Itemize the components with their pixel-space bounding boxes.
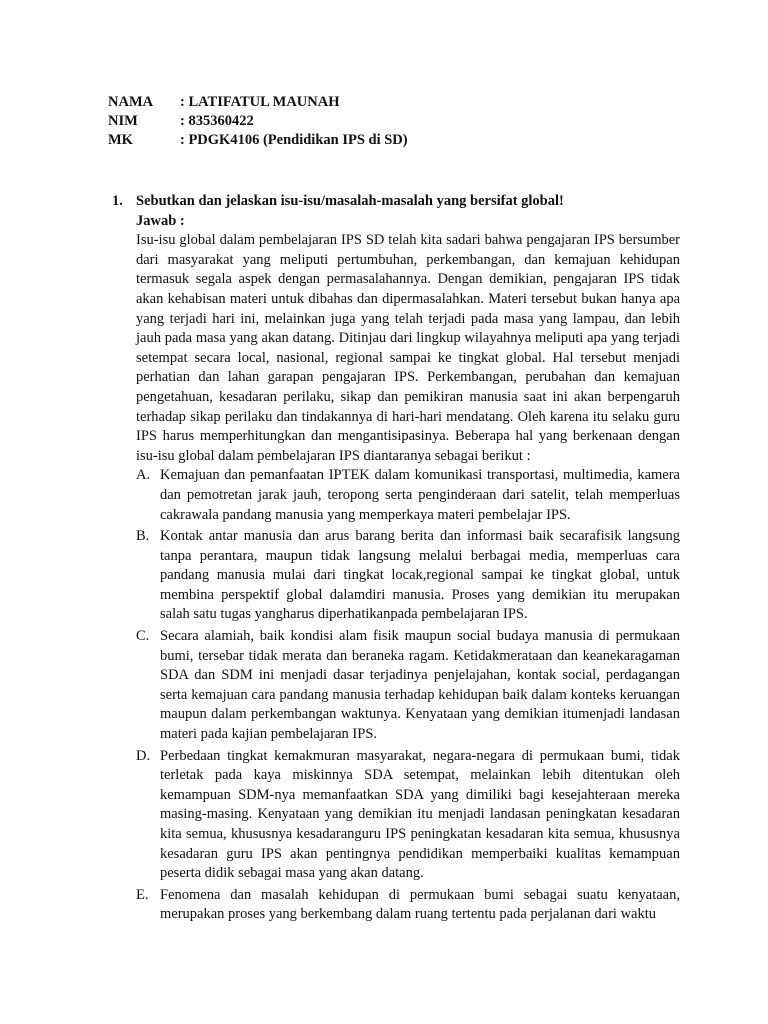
list-item — [136, 747, 680, 884]
list-item-text: Perbedaan tingkat kemakmuran masyarakat, negara-negara di permukaan bumi, tidak terletak pada kaya miskinnya SDA setempat, melainkan lebih ditentukan oleh kemampuan SDM-nya memanfaatkan SDA yang dimiliki bagi kesejahteraan mereka masing-masing. Kenyataan yang demikian itu menjadi landasan peningkatan kesadaran kita semua, khususnya kesadaranguru IPS peningkatan kesadaran kita semua, khususnya kesadaran guru IPS akan pentingnya pendidikan memperbaiki kualitas kemampuan peserta didik sebagai masa yang akan datang. — [160, 747, 680, 882]
list-item-marker: E. — [136, 886, 149, 903]
list-item-text: Kemajuan dan pemanfaatan IPTEK dalam komunikasi transportasi, multimedia, kamera dan pemotretan jarak jauh, teropong serta penginderaan dari satelit, telah memperluas cakrawala pandang manusia yang memperkaya materi pembelajar IPS. — [160, 467, 680, 523]
answer-label: Jawab : — [136, 212, 185, 229]
nim-row — [108, 112, 408, 131]
list-item-marker: B. — [136, 528, 150, 545]
name-value: : LATIFATUL MAUNAH — [180, 94, 340, 110]
list-item-text: Kontak antar manusia dan arus barang berita dan informasi baik secarafisik langsung tanpa perantara, maupun tidak langsung melalui berbagai media, memperluas cara pandang manusia mulai dari tingkat locak,regional sampai ke tingkat global, untuk membina perspektif global dalamdiri manusia. Proses yang demikian itu merupakan salah satu tugas yangharus diperhatikanpada pembelajaran IPS. — [160, 528, 680, 623]
list-item — [136, 886, 680, 925]
name-row — [108, 93, 408, 112]
list-item-marker: C. — [136, 628, 150, 645]
question-text: Sebutkan dan jelaskan isu-isu/masalah-masalah yang bersifat global! — [136, 193, 564, 209]
nim-label: NIM — [108, 113, 138, 129]
question-heading — [112, 192, 680, 212]
list-item — [136, 627, 680, 745]
question-block — [112, 192, 680, 927]
list-item — [136, 527, 680, 625]
nim-value: : 835360422 — [180, 113, 254, 129]
course-row — [108, 131, 408, 150]
question-number: 1. — [112, 193, 123, 209]
answer-intro-paragraph: Isu-isu global dalam pembelajaran IPS SD telah kita sadari bahwa pengajaran IPS bersumber dari masyarakat yang meliputi pertumbuhan, perkembangan, dan kemajuan kehidupan termasuk segala aspek dengan permasalahannya. Dengan demikian, pengajaran IPS tidak akan kehabisan materi untuk dibahas dan dipermasalahkan. Materi tersebut bukan hanya apa yang terjadi hari ini, melainkan juga yang telah terjadi pada masa yang lampau, dan lebih jauh pada masa yang akan datang. Ditinjau dari lingkup wilayahnya meliputi apa yang terjadi setempat secara local, nasional, regional sampai ke tingkat global. Hal tersebut menjadi perhatian dan lahan garapan pengajaran IPS. Perkembangan, perubahan dan kemajuan pengetahuan, kesadaran perilaku, sikap dan pemikiran manusia saat ini akan berpengaruh terhadap sikap perilaku dan tindakannya di hari-hari mendatang. Oleh karena itu selaku guru IPS harus memperhitungkan dan mengantisipasinya. Beberapa hal yang berkenaan dengan isu-isu global dalam pembelajaran IPS diantaranya sebagai berikut : — [136, 232, 680, 464]
list-item-marker: A. — [136, 467, 151, 484]
student-info-header — [108, 93, 408, 150]
issue-list — [136, 466, 680, 925]
list-item-marker: D. — [136, 747, 151, 764]
list-item — [136, 466, 680, 525]
list-item-text: Secara alamiah, baik kondisi alam fisik maupun social budaya manusia di permukaan bumi, tersebar tidak merata dan beraneka ragam. Ketidakmerataan dan keanekaragaman SDA dan SDM ini menjadi dasar terjadinya penjelajahan, kontak social, perdagangan serta kemajuan cara pandang manusia terhadap kehidupan baik dalam konteks keruangan maupun dalam perkembangan waktunya. Kenyataan yang demikian itumenjadi landasan materi pada kajian pembelajaran IPS. — [160, 628, 680, 743]
list-item-text: Fenomena dan masalah kehidupan di permukaan bumi sebagai suatu kenyataan, merupakan proses yang berkembang dalam ruang tertentu pada perjalanan dari waktu — [160, 886, 680, 923]
course-label: MK — [108, 132, 133, 148]
course-value: : PDGK4106 (Pendidikan IPS di SD) — [180, 132, 408, 148]
name-label: NAMA — [108, 94, 154, 110]
